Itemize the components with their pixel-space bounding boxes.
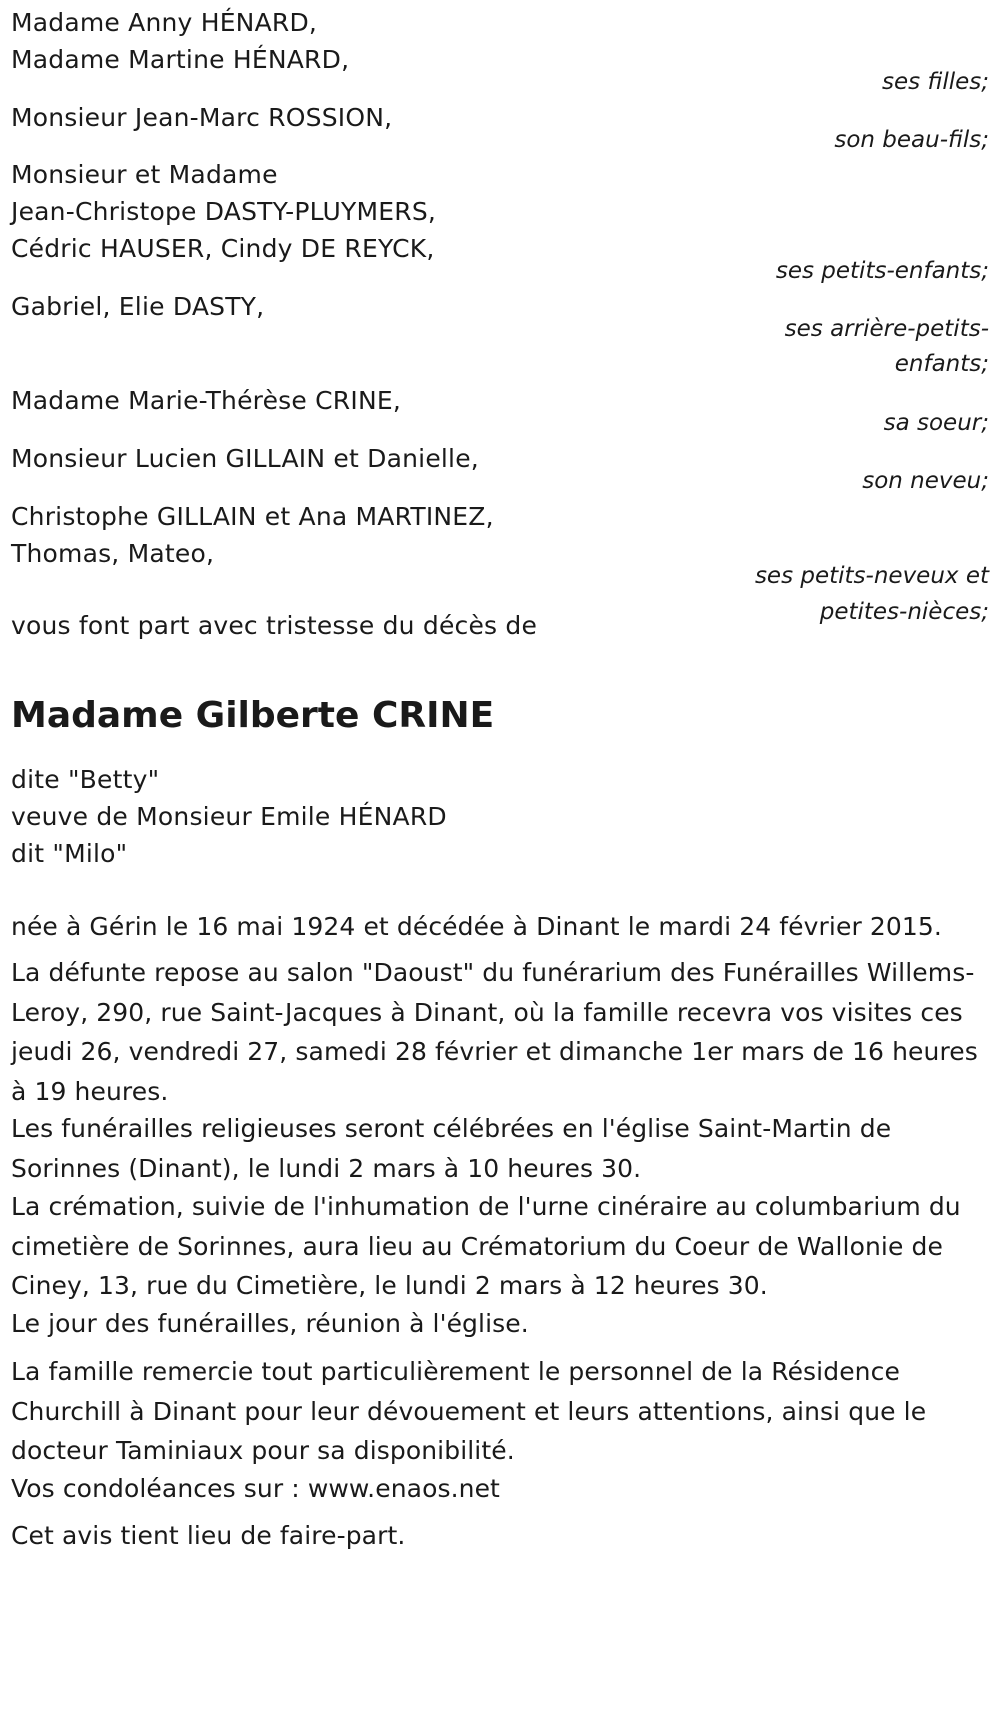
family-line-6: Cédric HAUSER, Cindy DE REYCK, <box>11 234 435 263</box>
family-line-9: Monsieur Lucien GILLAIN et Danielle, <box>11 444 479 473</box>
role-great-grandchildren-2: enfants; <box>894 351 989 377</box>
repose-paragraph: La défunte repose au salon "Daoust" du funérarium des Funérailles Willems-Leroy, 290, rue Saint-Jacques à Dinant, où la famille recevra vos visites ces jeudi 26, vendredi 27, samedi 28 février et dimanche 1er mars de 16 heures à 19 heures. <box>11 958 978 1106</box>
role-son-in-law: son beau-fils; <box>834 127 989 153</box>
family-line-1: Madame Anny HÉNARD, <box>11 8 318 37</box>
family-line-4: Monsieur et Madame <box>11 160 278 189</box>
family-line-10: Christophe GILLAIN et Ana MARTINEZ, <box>11 502 494 531</box>
birth-death-paragraph: née à Gérin le 16 mai 1924 et décédée à Dinant le mardi 24 février 2015. <box>11 912 942 941</box>
role-grandnephews-1: ses petits-neveux et <box>754 563 989 589</box>
family-line-2: Madame Martine HÉNARD, <box>11 45 350 74</box>
deceased-widow-of: veuve de Monsieur Emile HÉNARD <box>11 802 447 831</box>
role-sister: sa soeur; <box>883 410 989 436</box>
announcement-text: vous font part avec tristesse du décès de <box>11 611 538 640</box>
family-line-5: Jean-Christope DASTY-PLUYMERS, <box>11 197 437 226</box>
family-line-8: Madame Marie-Thérèse CRINE, <box>11 386 401 415</box>
funeral-paragraph: Les funérailles religieuses seront célébrées en l'église Saint-Martin de Sorinnes (Dinant), le lundi 2 mars à 10 heures 30. <box>11 1114 892 1183</box>
role-grandchildren: ses petits-enfants; <box>775 258 989 284</box>
family-line-11: Thomas, Mateo, <box>11 539 215 568</box>
family-line-3: Monsieur Jean-Marc ROSSION, <box>11 103 393 132</box>
role-daughters: ses filles; <box>882 69 989 95</box>
deceased-alias: dite "Betty" <box>11 765 160 794</box>
role-grandnephews-2: petites-nièces; <box>819 599 989 625</box>
cremation-paragraph: La crémation, suivie de l'inhumation de l'urne cinéraire au columbarium du cimetière de Sorinnes, aura lieu au Crématorium du Coeur de Wallonie de Ciney, 13, rue du Cimetière, le lundi 2 mars à 12 heures 30. <box>11 1192 961 1300</box>
condolences-paragraph: Vos condoléances sur : www.enaos.net <box>11 1474 500 1503</box>
family-line-7: Gabriel, Elie DASTY, <box>11 292 265 321</box>
role-great-grandchildren-1: ses arrière-petits- <box>784 316 989 342</box>
deceased-name: Madame Gilberte CRINE <box>11 695 495 736</box>
role-nephew: son neveu; <box>862 468 989 494</box>
meeting-paragraph: Le jour des funérailles, réunion à l'église. <box>11 1309 529 1338</box>
thanks-paragraph: La famille remercie tout particulièrement le personnel de la Résidence Churchill à Dinant pour leur dévouement et leurs attentions, ainsi que le docteur Taminiaux pour sa disponibilité. <box>11 1357 927 1465</box>
notice-paragraph: Cet avis tient lieu de faire-part. <box>11 1521 406 1550</box>
deceased-widow-alias: dit "Milo" <box>11 839 128 868</box>
